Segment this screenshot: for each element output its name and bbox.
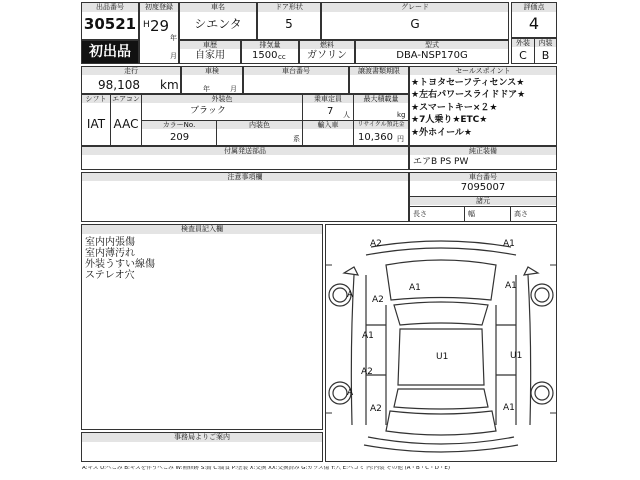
damage-legend: A:キズ U:へこみ B:キズを伴うへこみ W:補修跡 S:錆 C:腐食 P:塗装 X:交換 XX:交換済み G:ガラス傷 Y:穴 E:ヘコミ 内:内装 その他 (A・B・C・D・E) (82, 466, 450, 471)
kg-unit: kg (397, 111, 406, 119)
parts-header: 付属発送部品 (82, 147, 408, 155)
mark-door-rear-right: U1 (510, 351, 523, 361)
mileage-value: 98,108 (98, 78, 140, 92)
km-unit: km (160, 78, 179, 92)
mark-front-right: A1 (503, 239, 515, 249)
displacement-header: 排気量 (242, 41, 298, 49)
inspector-header: 検査員記入欄 (82, 225, 322, 234)
color-no-header: カラーNo. (142, 121, 216, 129)
equipment-value: エアB PS PW (413, 157, 469, 167)
capacity-value: 7 (327, 106, 334, 117)
dims-div-1 (464, 206, 465, 222)
mark-rear-right: A1 (503, 403, 515, 413)
shaken-year-unit: 年 (203, 85, 210, 93)
door-header: ドア形状 (258, 3, 320, 12)
max-load-header: 最大積載量 (354, 95, 408, 103)
inspector-note-4: ステレオ穴 (85, 270, 135, 281)
shift-value: IAT (86, 117, 106, 131)
color-no-divider (216, 120, 217, 146)
car-diagram (326, 225, 556, 461)
frame-number-value: 7095007 (460, 182, 506, 193)
color-number-value: 209 (170, 132, 190, 143)
exterior-header: 外装 (512, 39, 534, 47)
model-header: 型式 (356, 41, 508, 49)
mileage-header: 走行 (82, 67, 180, 75)
mark-tire-front-left: A (347, 290, 354, 300)
mark-door-front-left: A2 (372, 295, 384, 305)
fuel-header: 燃料 (300, 41, 354, 49)
first-reg-header: 初度登録 (140, 3, 178, 12)
shaken-header: 車検 (182, 67, 242, 75)
ext-color-header: 外装色 (142, 95, 302, 103)
mark-tire-rear-left: A (347, 388, 354, 398)
int-color-divider (302, 120, 303, 146)
score-value: 4 (528, 14, 540, 33)
interior-grade: B (541, 49, 550, 62)
capacity-header: 乗車定員 (303, 95, 353, 103)
year-unit: 年 (170, 34, 177, 42)
history-value: 自家用 (195, 50, 225, 61)
person-unit: 人 (343, 111, 350, 119)
width-label: 幅 (468, 210, 475, 218)
office-header: 事務局よりご案内 (82, 433, 322, 442)
cc-unit: cc (278, 53, 286, 61)
ac-value: AAC (113, 117, 139, 131)
selling-point-4: ★7人乗り★ETC★ (411, 115, 488, 125)
lot-number: 30521 (83, 15, 137, 33)
selling-point-1: ★トヨタセーフティセンス★ (411, 78, 525, 88)
mark-hood: A1 (409, 283, 421, 293)
car-name: シエンタ (194, 17, 242, 31)
yen-unit: 円 (397, 135, 404, 143)
equipment-header: 純正装備 (410, 147, 556, 155)
length-label: 長さ (413, 210, 427, 218)
import-header: 輸入車 (303, 121, 353, 129)
era-letter: H (143, 20, 150, 30)
transfer-deadline-header: 譲渡書類期限 (350, 67, 408, 75)
first-reg-year: 29 (150, 17, 170, 35)
mark-rear-quarter-left: A2 (361, 367, 373, 377)
frame-num-header: 車台番号 (410, 173, 556, 181)
mark-roof: U1 (436, 352, 449, 362)
selling-point-2: ★左右パワースライドドア★ (411, 90, 526, 100)
model-code: DBA-NSP170G (396, 50, 468, 61)
inspector-note-3: 外装うすい線傷 (85, 259, 155, 270)
dims-div-2 (510, 206, 511, 222)
mark-rear-left: A2 (370, 404, 382, 414)
door-count: 5 (285, 17, 293, 31)
ext-color-value: ブラック (190, 106, 226, 116)
lot-number-header: 出品番号 (82, 3, 138, 12)
height-label: 高さ (514, 210, 528, 218)
score-header: 評価点 (512, 3, 556, 12)
dims-mid-line (409, 206, 557, 207)
frame-number-header: 車台番号 (244, 67, 348, 75)
month-unit: 月 (170, 52, 177, 60)
inspector-note-1: 室内内張傷 (85, 237, 135, 248)
history-header: 車歴 (180, 41, 240, 49)
mark-fender-right: A1 (505, 281, 517, 291)
inspector-note-2: 室内薄汚れ (85, 248, 135, 259)
first-listing-label: 初出品 (89, 44, 131, 60)
displacement-value: 1500 (252, 50, 278, 61)
color-no-suffix: 系 (293, 135, 300, 143)
capacity-divider (302, 94, 303, 120)
selling-point-5: ★外ホイール★ (411, 128, 472, 138)
shaken-month-unit: 月 (230, 85, 237, 93)
dims-header: 諸元 (410, 197, 556, 205)
interior-header: 内装 (535, 39, 556, 47)
selling-points-header: セールスポイント (410, 67, 556, 75)
car-name-header: 車名 (180, 3, 256, 12)
grade-value: G (410, 17, 420, 31)
ac-header: エアコン (112, 95, 140, 103)
int-color-header: 内装色 (217, 121, 302, 129)
exterior-grade: C (519, 49, 527, 62)
grade-header: グレード (322, 3, 508, 12)
fuel-value: ガソリン (307, 50, 347, 61)
notes-header: 注意事項欄 (82, 173, 408, 181)
selling-point-3: ★スマートキー×２★ (411, 103, 498, 113)
mark-front-left: A2 (370, 239, 382, 249)
recycle-header: リサイクル預託金 (354, 121, 408, 129)
recycle-fee-value: 10,360 (358, 132, 393, 143)
shift-header: シフト (82, 95, 110, 103)
mark-door-rear-left: A1 (362, 331, 374, 341)
